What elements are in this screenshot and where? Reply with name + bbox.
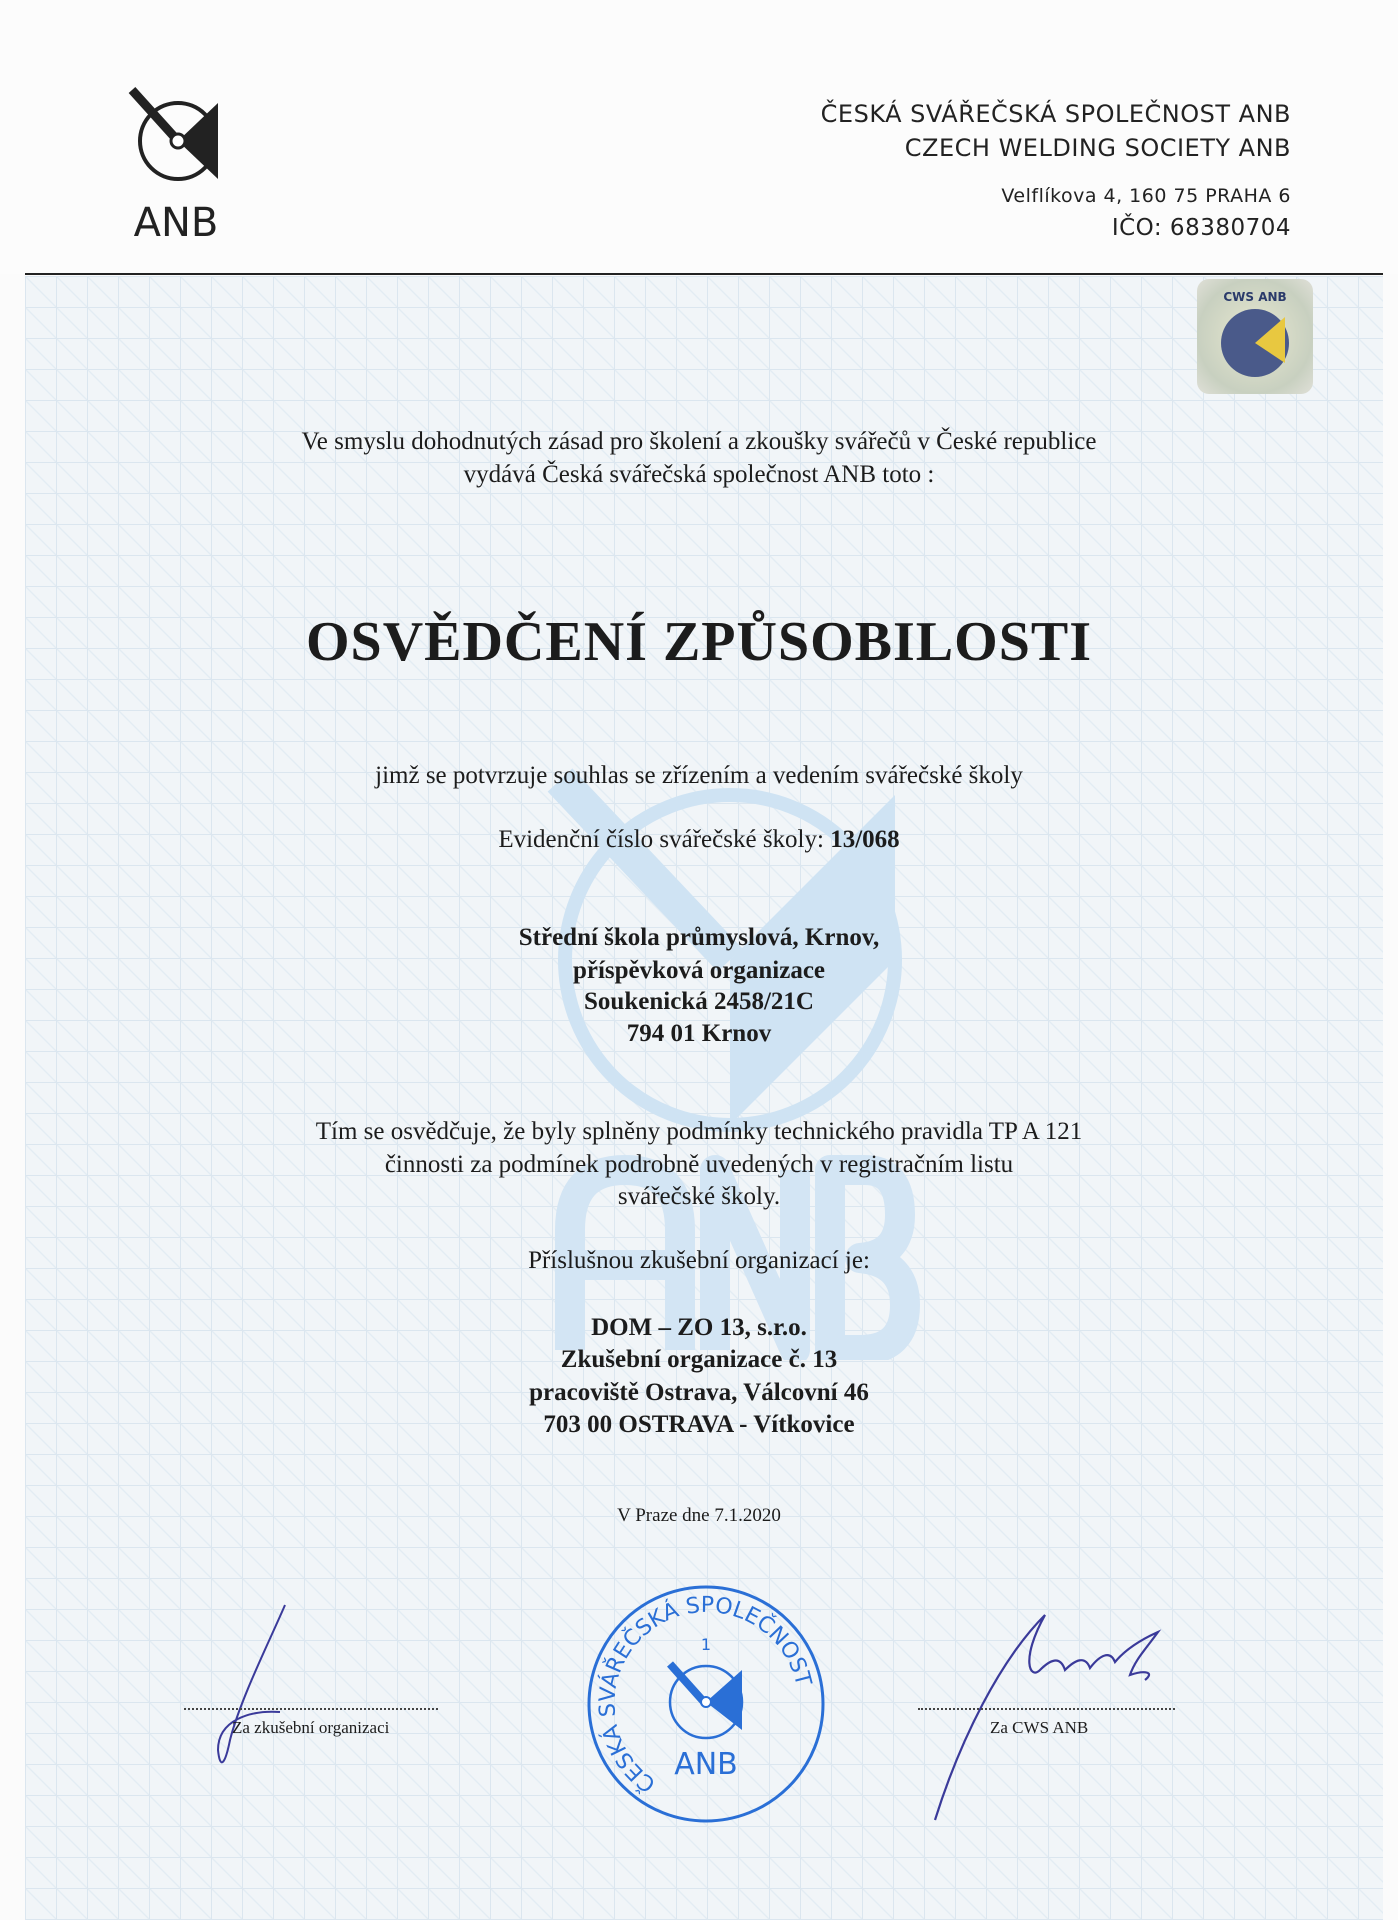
exam-org-line: pracoviště Ostrava, Válcovní 46 xyxy=(529,1379,869,1406)
intro-line-1: Ve smyslu dohodnutých zásad pro školení a zkoušky svářečů v České republice xyxy=(301,428,1097,455)
svg-text:ANB: ANB xyxy=(133,200,219,241)
exam-org-line: DOM – ZO 13, s.r.o. xyxy=(591,1314,807,1341)
registration-label: Evidenční číslo svářečské školy: xyxy=(498,826,824,853)
signature-line-left xyxy=(184,1708,438,1710)
school-line: Soukenická 2458/21C xyxy=(584,988,814,1015)
place-date: V Praze dne 7.1.2020 xyxy=(617,1505,781,1526)
intro-line-2: vydává Česká svářečská společnost ANB toto : xyxy=(463,461,935,488)
signature-right xyxy=(920,1600,1200,1830)
stamp-number: 1 xyxy=(700,1635,712,1654)
hologram-label: CWS ANB xyxy=(1223,290,1287,304)
org-name-cz: ČESKÁ SVÁŘEČSKÁ SPOLEČNOST ANB xyxy=(820,100,1291,128)
school-line: příspěvková organizace xyxy=(572,957,826,984)
hologram-seal xyxy=(1197,279,1313,394)
header-divider xyxy=(25,273,1383,275)
registration-number: 13/068 xyxy=(830,826,900,853)
org-name-en: CZECH WELDING SOCIETY ANB xyxy=(904,134,1291,162)
statement-line: Tím se osvědčuje, že byly splněny podmínky technického pravidla TP A 121 xyxy=(315,1118,1083,1145)
stamp-logo: ANB xyxy=(674,1747,738,1782)
statement-line: činnosti za podmínek podrobně uvedených v registračním listu xyxy=(384,1151,1014,1178)
exam-org-label: Příslušnou zkušební organizací je: xyxy=(528,1247,870,1274)
registration-line xyxy=(0,826,1398,854)
statement-line: svářečské školy. xyxy=(617,1183,781,1210)
certificate-title: OSVĚDČENÍ ZPŮSOBILOSTI xyxy=(305,611,1092,673)
org-address: Velflíkova 4, 160 75 PRAHA 6 xyxy=(1001,185,1291,207)
stamp-ring-text: ČESKÁ SVÁŘEČSKÁ SPOLEČNOST xyxy=(595,1592,816,1797)
signature-label-right: Za CWS ANB xyxy=(990,1718,1089,1737)
school-line: 794 01 Krnov xyxy=(626,1020,772,1047)
official-stamp xyxy=(586,1584,826,1824)
signature-line-right xyxy=(918,1708,1175,1710)
signature-left xyxy=(200,1600,300,1770)
certificate-subtitle: jimž se potvrzuje souhlas se zřízením a vedením svářečské školy xyxy=(375,762,1023,789)
school-line: Střední škola průmyslová, Krnov, xyxy=(518,924,880,951)
signature-label-left: Za zkušební organizaci xyxy=(232,1718,390,1737)
exam-org-line: Zkušební organizace č. 13 xyxy=(560,1346,838,1373)
anb-logo-icon xyxy=(126,86,226,241)
org-ico: IČO: 68380704 xyxy=(1111,215,1291,241)
exam-org-line: 703 00 OSTRAVA - Vítkovice xyxy=(543,1411,855,1438)
